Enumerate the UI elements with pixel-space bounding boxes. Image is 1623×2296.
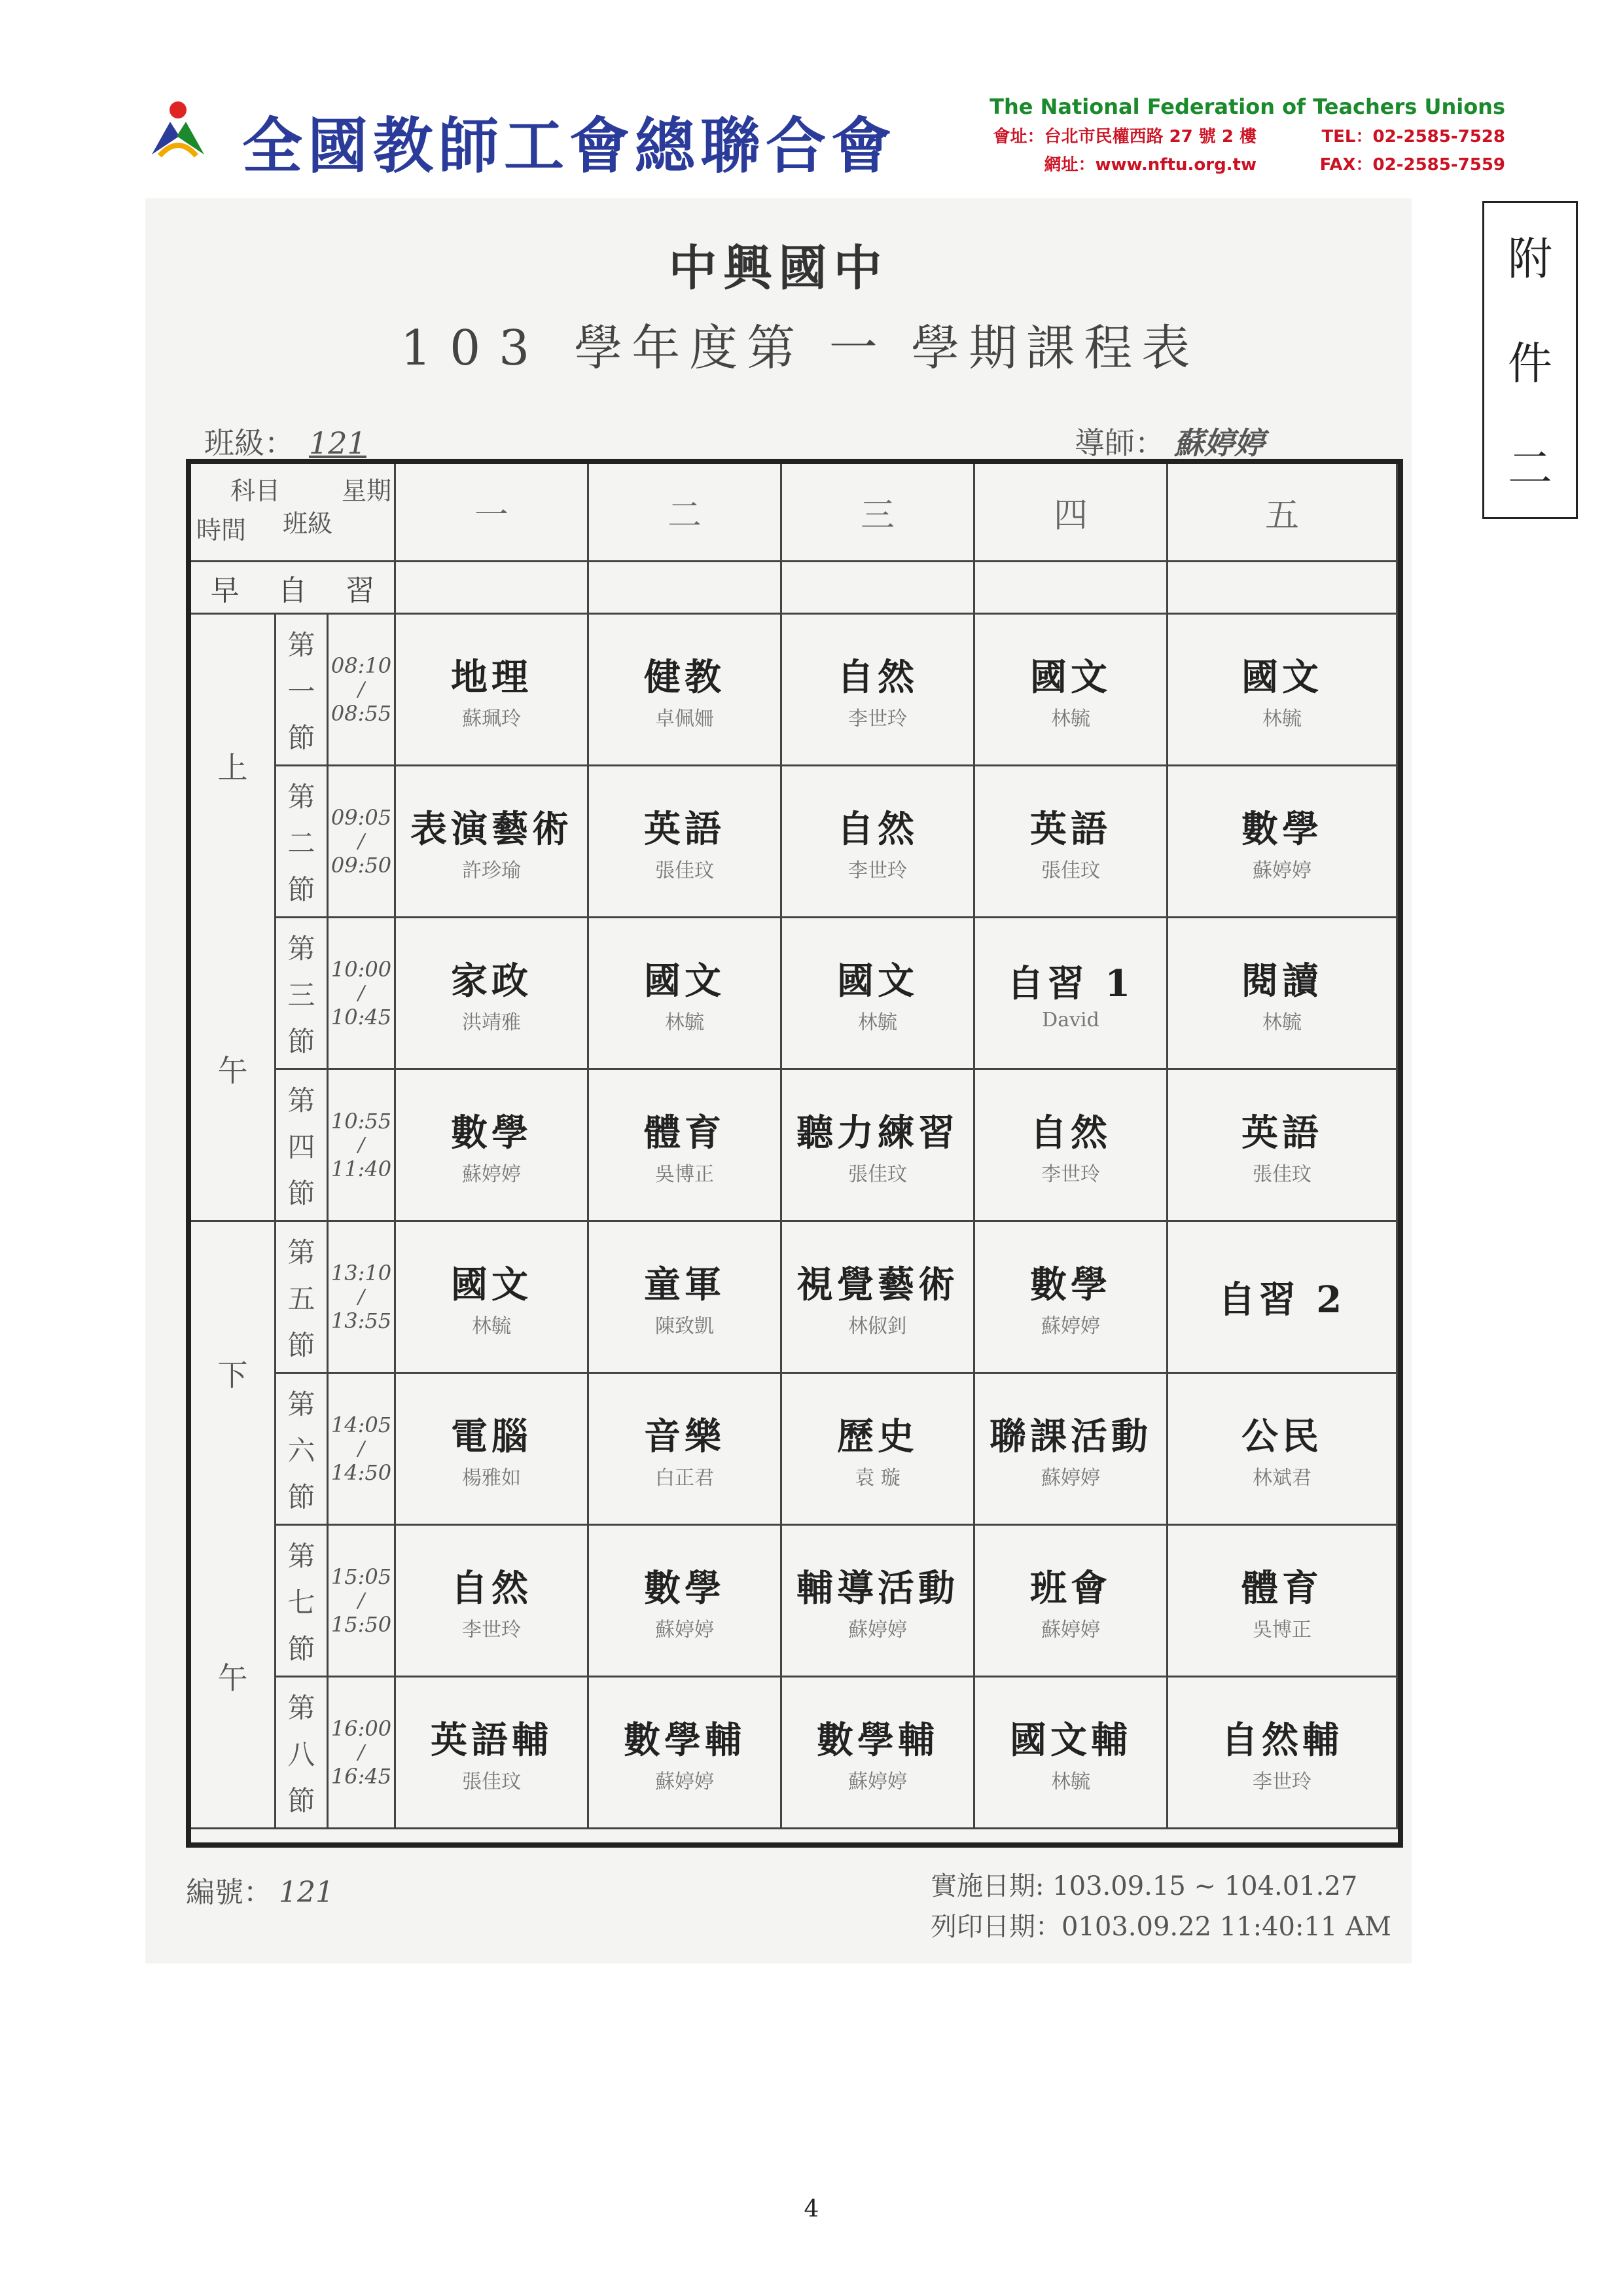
course-cell (782, 615, 975, 766)
morning-study-label (191, 562, 396, 615)
course-subject: 童軍 (644, 1263, 725, 1306)
course-cell (396, 766, 589, 918)
course-cell (782, 1374, 975, 1526)
period-char: 八 (287, 1738, 315, 1770)
corner-label: 科目 (230, 476, 281, 505)
period-time (329, 1677, 396, 1829)
course-cell (396, 1374, 589, 1526)
period-time (329, 615, 396, 766)
period-time (329, 1526, 396, 1677)
header-corner (191, 464, 396, 562)
period-start: 08:10 (330, 653, 392, 678)
period-start: 16:00 (330, 1716, 392, 1741)
course-cell (396, 1526, 589, 1677)
course-teacher: 蘇婷婷 (655, 1618, 714, 1641)
morning-char: 習 (346, 573, 375, 607)
morning-study-cell (396, 562, 589, 615)
term-title (401, 310, 1199, 379)
period-start: 14:05 (330, 1412, 392, 1437)
timetable-grid (186, 459, 1403, 1848)
class-label (204, 420, 366, 463)
course-cell (975, 766, 1168, 918)
course-subject: 數學輔 (817, 1718, 938, 1762)
day-label: 二 (667, 496, 702, 535)
course-teacher: 林俶釗 (848, 1314, 907, 1338)
half-char: 上 (217, 750, 248, 786)
course-teacher: 李世玲 (462, 1618, 521, 1641)
course-cell (396, 1677, 589, 1829)
course-teacher: 陳致凱 (655, 1314, 714, 1338)
day-header (396, 464, 589, 562)
course-subject: 英語 (1030, 807, 1111, 851)
morning-study-cell (589, 562, 782, 615)
period-start: 15:05 (330, 1564, 392, 1589)
course-teacher: 李世玲 (848, 707, 907, 730)
period-char: 七 (287, 1586, 315, 1619)
course-subject: 聽力練習 (796, 1111, 959, 1155)
period-end: 15:50 (330, 1612, 392, 1637)
period-char: 第 (287, 1236, 315, 1268)
period-start: 09:05 (330, 805, 392, 830)
org-name: 全國教師工會總聯合會 (242, 111, 897, 181)
course-cell (975, 615, 1168, 766)
period-char: 第 (287, 932, 315, 965)
course-subject: 國文 (837, 959, 918, 1003)
morning-study-cell (782, 562, 975, 615)
implement-date: 實施日期: 103.09.15 ~ 104.01.27 (931, 1871, 1358, 1901)
course-cell (1168, 766, 1398, 918)
course-teacher: 蘇婷婷 (655, 1770, 714, 1793)
course-teacher: 林毓 (665, 1011, 704, 1034)
term-text: 學年度第 一 學期課程表 (574, 320, 1200, 376)
course-subject: 閱讀 (1241, 959, 1323, 1003)
attachment-char: 件 (1507, 338, 1552, 390)
attachment-char: 二 (1507, 442, 1552, 495)
code-value: 121 (279, 1876, 334, 1909)
morning-study-cell (975, 562, 1168, 615)
period-label (276, 766, 329, 918)
class-label-text: 班級： (204, 425, 294, 461)
course-subject: 自習 1 (1007, 962, 1135, 1005)
course-teacher: 蘇婷婷 (462, 1162, 521, 1186)
period-char: 第 (287, 1691, 315, 1724)
day-header (1168, 464, 1398, 562)
morning-char: 早 (210, 573, 240, 607)
term-year: 103 (401, 320, 548, 376)
course-subject: 視覺藝術 (796, 1263, 959, 1306)
course-subject: 國文 (1241, 655, 1323, 699)
attachment-char: 附 (1507, 233, 1552, 285)
period-char: 第 (287, 1388, 315, 1420)
course-subject: 國文 (644, 959, 725, 1003)
course-cell (975, 1677, 1168, 1829)
course-subject: 英語輔 (431, 1718, 552, 1762)
page-number: 4 (804, 2196, 819, 2223)
course-teacher: 蘇婷婷 (1041, 1314, 1100, 1338)
course-cell (1168, 1070, 1398, 1222)
course-cell (1168, 615, 1398, 766)
course-cell (782, 1677, 975, 1829)
course-subject: 體育 (1241, 1566, 1323, 1610)
course-subject: 電腦 (451, 1414, 532, 1458)
course-teacher: 李世玲 (848, 859, 907, 882)
period-end: 09:50 (330, 853, 392, 878)
day-header (782, 464, 975, 562)
period-char: 第 (287, 1539, 315, 1572)
homeroom-teacher (1075, 420, 1264, 463)
course-cell (782, 1526, 975, 1677)
course-subject: 公民 (1241, 1414, 1323, 1458)
attachment-label (1482, 201, 1578, 519)
course-subject: 表演藝術 (410, 807, 573, 851)
period-start: 13:10 (330, 1261, 392, 1285)
sheet-dates (931, 1866, 1391, 1947)
course-teacher: 袁 璇 (855, 1466, 901, 1490)
period-time-separator: / (357, 1285, 365, 1308)
course-cell (589, 615, 782, 766)
course-subject: 歷史 (837, 1414, 918, 1458)
period-char: 節 (287, 1025, 315, 1058)
course-cell (396, 1222, 589, 1374)
am-label (191, 615, 276, 1222)
org-name-english: The National Federation of Teachers Unions (990, 94, 1505, 119)
period-time-separator: / (357, 830, 365, 853)
corner-label: 星期 (342, 476, 392, 505)
period-end: 16:45 (330, 1764, 392, 1789)
course-subject: 輔導活動 (796, 1566, 959, 1610)
day-header (975, 464, 1168, 562)
course-teacher: 林毓 (1262, 707, 1302, 730)
course-teacher: 李世玲 (1041, 1162, 1100, 1186)
course-teacher: 張佳玟 (1041, 859, 1100, 882)
period-start: 10:55 (330, 1109, 392, 1134)
org-tel: TEL：02-2585-7528 (1321, 127, 1505, 147)
course-subject: 家政 (451, 959, 532, 1003)
course-subject: 聯課活動 (990, 1414, 1152, 1458)
course-cell (1168, 1374, 1398, 1526)
course-teacher: 林毓 (858, 1011, 897, 1034)
course-teacher: 蘇婷婷 (1041, 1618, 1100, 1641)
scanned-timetable (145, 198, 1412, 1964)
period-char: 節 (287, 1632, 315, 1665)
day-label: 五 (1264, 496, 1299, 535)
period-char: 一 (287, 675, 315, 708)
day-header (589, 464, 782, 562)
code-label: 編號： (186, 1876, 272, 1909)
course-teacher: 林斌君 (1253, 1466, 1311, 1490)
course-cell (396, 1070, 589, 1222)
school-name: 中興國中 (668, 240, 889, 296)
period-time-separator: / (357, 1741, 365, 1764)
period-time (329, 1374, 396, 1526)
course-cell (1168, 1222, 1398, 1374)
course-subject: 自然 (1030, 1111, 1111, 1155)
course-cell (782, 1070, 975, 1222)
org-website: 網址：www.nftu.org.tw (1044, 155, 1257, 175)
period-time-separator: / (357, 1589, 365, 1612)
org-fax: FAX：02-2585-7559 (1319, 155, 1505, 175)
course-subject: 英語 (644, 807, 725, 851)
course-subject: 數學 (1030, 1263, 1111, 1306)
period-label (276, 615, 329, 766)
course-subject: 數學輔 (624, 1718, 745, 1762)
corner-label: 時間 (196, 516, 247, 545)
day-label: 四 (1053, 496, 1088, 535)
course-subject: 健教 (644, 655, 725, 699)
course-subject: 數學 (1241, 807, 1323, 851)
course-teacher: 蘇婷婷 (848, 1618, 907, 1641)
course-cell (1168, 918, 1398, 1070)
period-char: 六 (287, 1434, 315, 1467)
day-label: 三 (860, 496, 895, 535)
course-teacher: 林毓 (472, 1314, 511, 1338)
course-cell (975, 1374, 1168, 1526)
period-label (276, 918, 329, 1070)
day-label: 一 (474, 496, 508, 535)
period-start: 10:00 (330, 957, 392, 982)
course-subject: 國文 (451, 1263, 532, 1306)
course-teacher: 張佳玟 (1253, 1162, 1311, 1186)
class-value: 121 (309, 425, 366, 461)
course-teacher: 卓佩姍 (655, 707, 714, 730)
course-cell (396, 615, 589, 766)
letterhead-contact (929, 94, 1505, 175)
period-char: 節 (287, 721, 315, 754)
course-subject: 數學 (451, 1111, 532, 1155)
course-teacher: 林毓 (1051, 707, 1090, 730)
course-cell (589, 1526, 782, 1677)
course-cell (589, 766, 782, 918)
course-subject: 數學 (644, 1566, 725, 1610)
course-teacher: 楊雅如 (462, 1466, 521, 1490)
print-date: 列印日期：0103.09.22 11:40:11 AM (931, 1912, 1391, 1942)
period-char: 三 (287, 978, 315, 1011)
course-cell (782, 766, 975, 918)
course-teacher: 吳博正 (1253, 1618, 1311, 1641)
course-subject: 自然 (451, 1566, 532, 1610)
period-time-separator: / (357, 982, 365, 1005)
period-label (276, 1526, 329, 1677)
teacher-value: 蘇婷婷 (1174, 425, 1264, 461)
course-cell (589, 1374, 782, 1526)
period-end: 14:50 (330, 1460, 392, 1485)
course-cell (975, 1222, 1168, 1374)
course-subject: 自然輔 (1221, 1718, 1343, 1762)
course-subject: 體育 (644, 1111, 725, 1155)
course-cell (975, 918, 1168, 1070)
nftu-logo-icon (145, 96, 211, 161)
period-char: 節 (287, 1784, 315, 1817)
period-char: 第 (287, 1084, 315, 1117)
course-subject: 音樂 (644, 1414, 725, 1458)
course-teacher: 白正君 (655, 1466, 714, 1490)
course-cell (1168, 1526, 1398, 1677)
period-time-separator: / (357, 1437, 365, 1460)
course-teacher: 洪靖雅 (462, 1011, 521, 1034)
course-subject: 自然 (837, 807, 918, 851)
course-teacher: 張佳玟 (462, 1770, 521, 1793)
period-char: 五 (287, 1282, 315, 1315)
course-teacher: 許珍瑜 (462, 859, 521, 882)
course-teacher: 蘇婷婷 (848, 1770, 907, 1793)
course-subject: 英語 (1241, 1111, 1323, 1155)
course-teacher: David (1042, 1009, 1099, 1031)
period-char: 節 (287, 1480, 315, 1513)
half-char: 下 (217, 1357, 248, 1393)
course-cell (975, 1526, 1168, 1677)
period-time (329, 1222, 396, 1374)
course-subject: 班會 (1030, 1566, 1111, 1610)
course-teacher: 蘇婷婷 (1253, 859, 1311, 882)
period-end: 10:45 (330, 1005, 392, 1030)
period-char: 二 (287, 827, 315, 859)
half-char: 午 (217, 1660, 248, 1696)
period-char: 節 (287, 1329, 315, 1361)
corner-label: 班級 (283, 509, 333, 538)
course-teacher: 張佳玟 (848, 1162, 907, 1186)
course-teacher: 林毓 (1051, 1770, 1090, 1793)
course-cell (782, 918, 975, 1070)
period-char: 節 (287, 1177, 315, 1210)
course-cell (589, 1222, 782, 1374)
period-label (276, 1677, 329, 1829)
teacher-label-text: 導師： (1075, 425, 1165, 461)
period-end: 08:55 (330, 701, 392, 726)
period-char: 節 (287, 873, 315, 906)
period-label (276, 1070, 329, 1222)
org-address: 會址：台北市民權西路 27 號 2 樓 (993, 127, 1257, 147)
morning-study-cell (1168, 562, 1398, 615)
period-label (276, 1222, 329, 1374)
period-char: 四 (287, 1130, 315, 1163)
course-subject: 自然 (837, 655, 918, 699)
course-cell (589, 918, 782, 1070)
course-subject: 地理 (451, 655, 532, 699)
morning-char: 自 (277, 573, 307, 607)
period-label (276, 1374, 329, 1526)
course-cell (782, 1222, 975, 1374)
period-char: 第 (287, 780, 315, 813)
course-cell (589, 1070, 782, 1222)
course-subject: 自習 2 (1218, 1278, 1346, 1321)
period-time-separator: / (357, 678, 365, 701)
course-subject: 國文 (1030, 655, 1111, 699)
period-time-separator: / (357, 1134, 365, 1157)
course-teacher: 李世玲 (1253, 1770, 1311, 1793)
period-char: 第 (287, 628, 315, 661)
course-cell (396, 918, 589, 1070)
course-cell (975, 1070, 1168, 1222)
course-teacher: 蘇婷婷 (1041, 1466, 1100, 1490)
course-teacher: 蘇珮玲 (462, 707, 521, 730)
half-char: 午 (217, 1052, 248, 1088)
period-time (329, 766, 396, 918)
course-teacher: 吳博正 (655, 1162, 714, 1186)
course-subject: 國文輔 (1010, 1718, 1132, 1762)
sheet-code (186, 1869, 334, 1910)
course-cell (1168, 1677, 1398, 1829)
period-end: 11:40 (330, 1157, 392, 1181)
pm-label (191, 1222, 276, 1829)
period-end: 13:55 (330, 1308, 392, 1333)
course-cell (589, 1677, 782, 1829)
course-teacher: 林毓 (1262, 1011, 1302, 1034)
course-teacher: 張佳玟 (655, 859, 714, 882)
period-time (329, 918, 396, 1070)
period-time (329, 1070, 396, 1222)
